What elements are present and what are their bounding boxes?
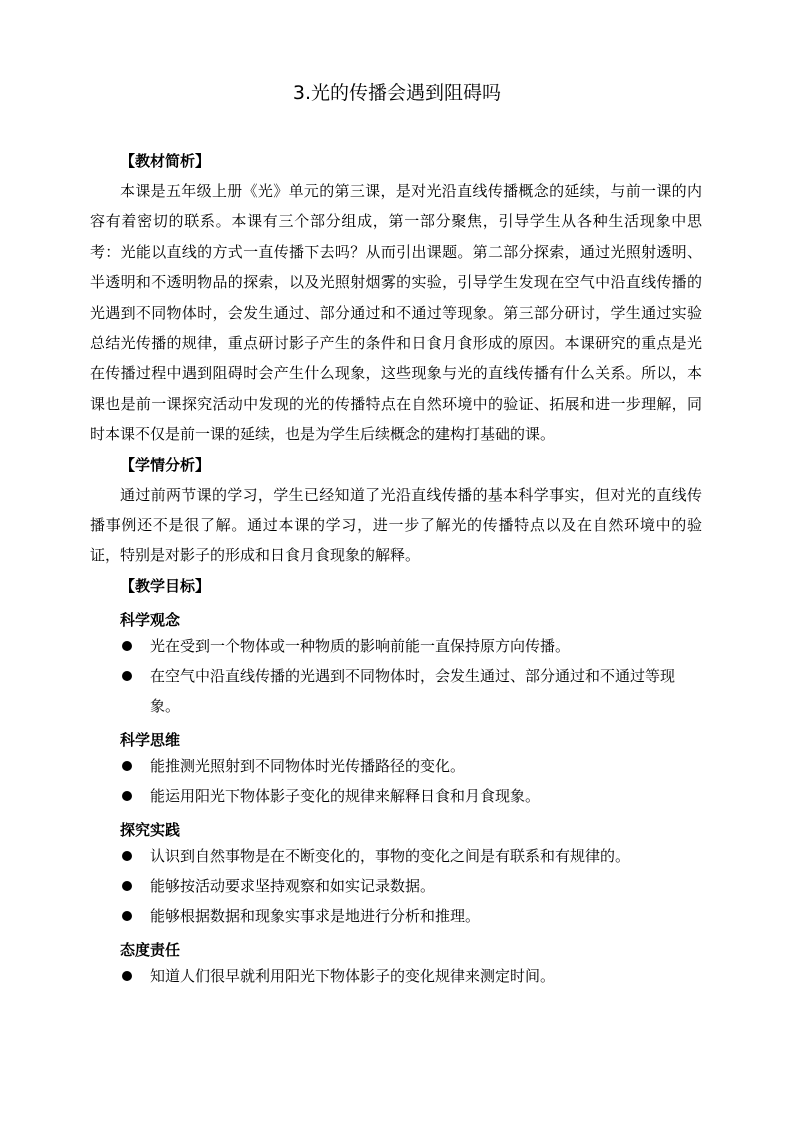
bullet-icon: [122, 671, 132, 681]
list-item: [120, 781, 702, 811]
bullet-list-practice: [120, 841, 702, 931]
bullet-icon: [122, 881, 132, 891]
list-item: [120, 961, 702, 991]
bullet-icon: [122, 971, 132, 981]
bullet-icon: [122, 851, 132, 861]
list-item-text: 知道人们很早就利用阳光下物体影子的变化规律来测定时间。: [150, 966, 556, 985]
bullet-icon: [122, 761, 132, 771]
subheading-thinking: 科学思维: [120, 730, 181, 749]
subheading-attitude: 态度责任: [120, 940, 181, 959]
list-item: [120, 751, 702, 781]
list-item-text: 能推测光照射到不同物体时光传播路径的变化。: [150, 756, 466, 775]
list-item-text: 光在受到一个物体或一种物质的影响前能一直保持原方向传播。: [150, 636, 571, 655]
list-item: [120, 901, 702, 931]
list-item: [120, 871, 702, 901]
subheading-practice: 探究实践: [120, 820, 181, 839]
heading-learners: 【学情分析】: [120, 455, 211, 474]
list-item-text: 认识到自然事物是在不断变化的，事物的变化之间是有联系和有规律的。: [150, 846, 631, 865]
paragraph-learners: 通过前两节课的学习，学生已经知道了光沿直线传播的基本科学事实，但对光的直线传播事例还不是很了解。通过本课的学习，进一步了解光的传播特点以及在自然环境中的验证，特别是对影子的形成和日食月食现象的解释。: [90, 485, 702, 565]
list-item-text: 能够根据数据和现象实事求是地进行分析和推理。: [150, 906, 481, 925]
bullet-icon: [122, 911, 132, 921]
bullet-list-concept: [120, 631, 702, 721]
bullet-list-attitude: [120, 961, 702, 991]
list-item: [120, 661, 702, 721]
list-item: [120, 841, 702, 871]
page-title: 3.光的传播会遇到阻碍吗: [292, 82, 502, 104]
heading-analysis: 【教材简析】: [120, 152, 211, 170]
paragraph-analysis: 本课是五年级上册《光》单元的第三课，是对光沿直线传播概念的延续，与前一课的内容有着密切的联系。本课有三个部分组成，第一部分聚焦，引导学生从各种生活现象中思考：光能以直线的方式一直传播下去吗？从而引出课题。第二部分探索，通过光照射透明、半透明和不透明物品的探索，以及光照射烟雾的实验，引导学生发现在空气中沿直线传播的光遇到不同物体时，会发生通过、部分通过和不通过等现象。第三部分研讨，学生通过实验总结光传播的规律，重点研讨影子产生的条件和日食月食形成的原因。本课研究的重点是光在传播过程中遇到阻碍时会产生什么现象，这些现象与光的直线传播有什么关系。所以，本课也是前一课探究活动中发现的光的传播特点在自然环境中的验证、拓展和进一步理解，同时本课不仅是前一课的延续，也是为学生后续概念的建构打基础的课。: [90, 182, 702, 444]
list-item: [120, 631, 702, 661]
list-item-text: 在空气中沿直线传播的光遇到不同物体时，会发生通过、部分通过和不通过等现象。: [150, 666, 676, 715]
list-item-text: 能运用阳光下物体影子变化的规律来解释日食和月食现象。: [150, 786, 541, 805]
subheading-concept: 科学观念: [120, 610, 181, 629]
heading-goals: 【教学目标】: [120, 576, 211, 595]
bullet-list-thinking: [120, 751, 702, 811]
document-body: [90, 146, 702, 991]
list-item-text: 能够按活动要求坚持观察和如实记录数据。: [150, 876, 436, 895]
bullet-icon: [122, 641, 132, 651]
bullet-icon: [122, 791, 132, 801]
